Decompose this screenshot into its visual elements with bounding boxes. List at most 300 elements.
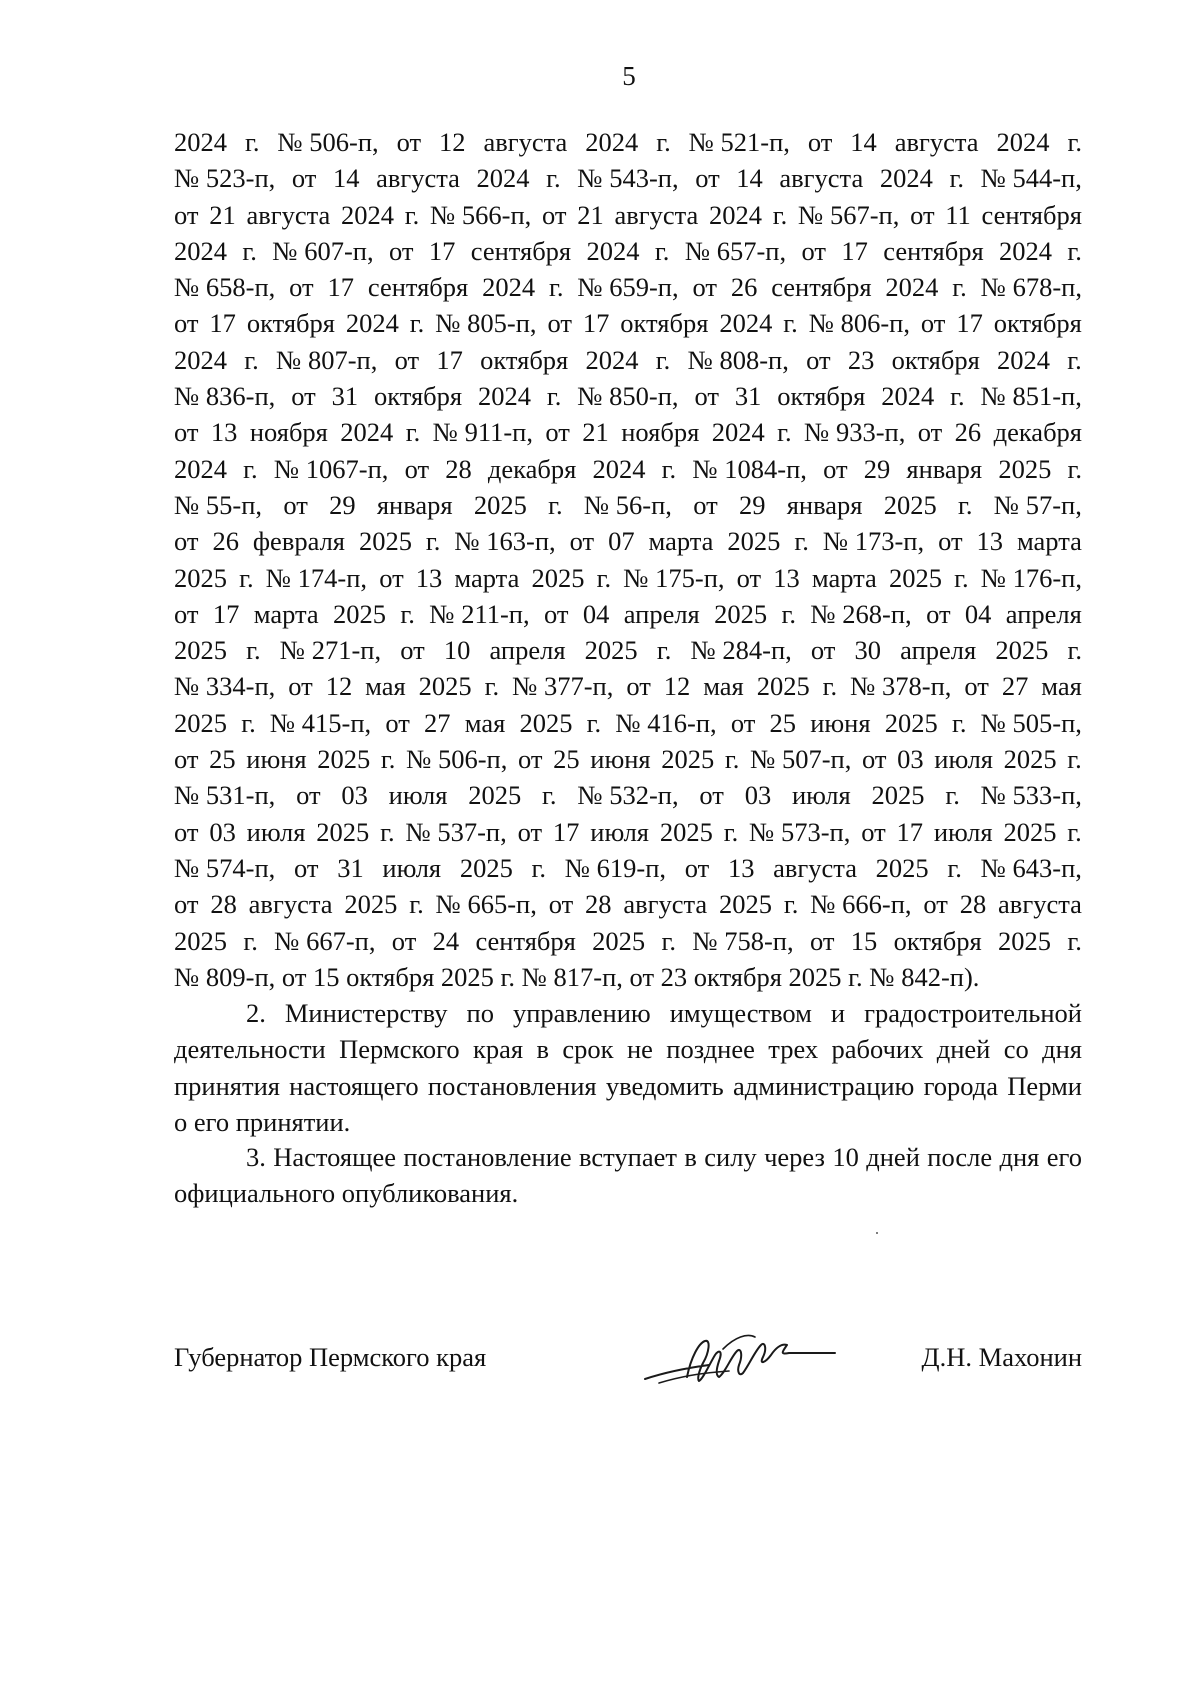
- word: 2025: [333, 598, 387, 629]
- word: г.: [1067, 453, 1082, 484]
- word: от: [938, 526, 963, 557]
- word: г.: [783, 308, 798, 339]
- word: 28: [445, 453, 472, 484]
- word: от: [684, 852, 710, 883]
- dot-mark: [876, 1232, 878, 1234]
- word: г.: [484, 671, 500, 702]
- text-line: [174, 378, 1082, 414]
- word: 17: [209, 308, 236, 339]
- word: 12: [439, 127, 466, 157]
- word: 13: [727, 852, 755, 883]
- word: г.: [777, 417, 792, 448]
- word: марта: [454, 562, 520, 593]
- word: № 506-п,: [406, 744, 508, 775]
- word: 2025: [756, 671, 810, 702]
- word: г.: [950, 381, 965, 412]
- word: № 659-п,: [577, 272, 679, 303]
- word: № 521-п,: [688, 127, 790, 157]
- word: г.: [822, 671, 838, 702]
- word: г.: [783, 889, 799, 920]
- word: марта: [648, 526, 714, 557]
- word: 26: [730, 272, 758, 303]
- word: г.: [661, 453, 677, 484]
- word: № 619-п,: [564, 852, 667, 883]
- word: августа: [246, 199, 331, 230]
- word: от: [920, 308, 946, 339]
- word: апреля: [900, 635, 977, 666]
- word: 17: [956, 308, 983, 339]
- word: 17: [212, 598, 240, 629]
- paragraph-2: 2. Министерству по управлению имуществом и градостроительной деятельности Пермского края в срок не позднее трех рабочих дней со дня принятия настоящего постановления уведомить администрацию города Перми о его принятии.: [174, 998, 1082, 1137]
- text-line: [174, 741, 1082, 777]
- word: 2024: [709, 199, 763, 230]
- word: № 643-п,: [980, 852, 1082, 883]
- word: 2025: [883, 489, 937, 520]
- word: 2024: [719, 308, 773, 339]
- word: августа: [779, 163, 864, 194]
- word: 03: [209, 816, 236, 847]
- word: 12: [663, 671, 691, 702]
- text-line: [174, 305, 1082, 341]
- word: № 533-п,: [980, 780, 1082, 811]
- word: № 808-п,: [687, 344, 789, 375]
- word: от: [296, 780, 321, 811]
- word: июня: [810, 707, 871, 738]
- text-line: [174, 560, 1082, 596]
- word: 17: [327, 272, 354, 303]
- word: № 505-п,: [980, 707, 1082, 738]
- word: 2025: [998, 453, 1052, 484]
- word: августа: [376, 163, 460, 194]
- word: от: [283, 489, 308, 520]
- word: от: [174, 889, 199, 920]
- word: от: [543, 598, 569, 629]
- signature-row: [174, 1335, 1082, 1395]
- word: г.: [586, 707, 602, 738]
- word: от: [518, 744, 543, 775]
- word: 2025: [584, 635, 638, 666]
- word: 29: [329, 489, 356, 520]
- word: от: [862, 744, 887, 775]
- text-line: [174, 959, 1082, 995]
- word: 27: [424, 707, 451, 738]
- word: 2025: [659, 816, 713, 847]
- word: г.: [723, 816, 739, 847]
- word: мая: [703, 671, 744, 702]
- word: октября: [480, 344, 569, 375]
- word: г.: [1067, 816, 1082, 847]
- word: 21: [582, 417, 609, 448]
- word: 30: [854, 635, 882, 666]
- text-line: [174, 923, 1082, 959]
- word: 2025: [174, 562, 227, 593]
- word: 2024: [879, 163, 933, 194]
- word: октября: [246, 308, 335, 339]
- word: от: [801, 235, 826, 266]
- word: № 415-п,: [269, 707, 372, 738]
- word: 10: [443, 635, 471, 666]
- text-line: [174, 197, 1082, 233]
- word: 2025: [174, 707, 227, 738]
- word: г.: [244, 344, 259, 375]
- word: г.: [241, 707, 256, 738]
- word: 17: [552, 816, 580, 847]
- word: от: [385, 707, 410, 738]
- word: октября: [777, 381, 866, 412]
- word: от: [692, 272, 717, 303]
- word: г.: [661, 925, 676, 956]
- word: г.: [952, 272, 967, 303]
- word: августа: [894, 127, 979, 157]
- word: 2025: [884, 707, 938, 738]
- word: № 531-п,: [174, 780, 276, 811]
- word: 2025: [418, 671, 472, 702]
- word: г.: [409, 308, 425, 339]
- word: 13: [210, 417, 238, 448]
- word: 2025: [714, 598, 768, 629]
- word: № 850-п,: [577, 381, 679, 412]
- word: г.: [246, 635, 261, 666]
- word: № 523-п,: [174, 163, 276, 194]
- word: октября: [891, 344, 980, 375]
- text-line: [174, 487, 1082, 523]
- word: ноября: [249, 417, 328, 448]
- word: от: [174, 598, 199, 629]
- word: от: [545, 417, 570, 448]
- word: г.: [1067, 744, 1082, 775]
- word: мая: [1041, 671, 1082, 702]
- word: марта: [811, 562, 877, 593]
- word: № 567-п,: [798, 199, 900, 230]
- word: 17: [436, 344, 463, 375]
- word: г.: [1067, 635, 1082, 666]
- word: № 933-п,: [804, 417, 906, 448]
- word: г.: [656, 635, 672, 666]
- word: 03: [744, 780, 772, 811]
- word: 14: [333, 163, 360, 194]
- text-line: [174, 160, 1082, 196]
- word: № 666-п,: [810, 889, 912, 920]
- word: 27: [1001, 671, 1029, 702]
- text-line: [174, 886, 1082, 922]
- text-line: [174, 342, 1082, 378]
- word: 17: [841, 235, 868, 266]
- word: от: [394, 344, 420, 375]
- word: 2024: [476, 163, 530, 194]
- word: 03: [897, 744, 924, 775]
- word: № 507-п,: [750, 744, 852, 775]
- page-number: 5: [622, 61, 636, 91]
- word: 2025: [459, 852, 513, 883]
- word: от: [289, 272, 314, 303]
- text-line: [174, 414, 1082, 450]
- word: 25: [209, 744, 236, 775]
- word: 17: [582, 308, 610, 339]
- word: № 566-п,: [430, 199, 532, 230]
- word: г.: [958, 489, 973, 520]
- word: 21: [577, 199, 604, 230]
- word: октября: [993, 308, 1082, 339]
- word: г.: [1067, 127, 1082, 157]
- word: января: [376, 489, 453, 520]
- word: от: [964, 671, 989, 702]
- word: от: [861, 816, 886, 847]
- word: от: [699, 780, 724, 811]
- word: от: [379, 562, 404, 593]
- word: № 57-п,: [993, 489, 1082, 520]
- word: г.: [724, 744, 740, 775]
- word: июня: [246, 744, 307, 775]
- word: от: [807, 127, 833, 157]
- word: 25: [769, 707, 797, 738]
- word: г.: [548, 489, 563, 520]
- word: г.: [1067, 925, 1082, 956]
- word: от: [542, 199, 567, 230]
- word: от: [391, 925, 417, 956]
- word: № 665-п,: [435, 889, 537, 920]
- amendments-list: [174, 124, 1082, 995]
- word: 2024: [586, 235, 640, 266]
- word: апреля: [1005, 598, 1082, 629]
- word: № 532-п,: [577, 780, 679, 811]
- word: г.: [655, 344, 671, 375]
- word: № 416-п,: [615, 707, 717, 738]
- word: от: [174, 816, 199, 847]
- word: мая: [365, 671, 406, 702]
- word: марта: [1016, 526, 1082, 557]
- word: г.: [949, 163, 964, 194]
- word: 13: [976, 526, 1003, 557]
- word: 29: [738, 489, 766, 520]
- word: от: [404, 453, 430, 484]
- word: от: [388, 235, 414, 266]
- word: от: [926, 598, 951, 629]
- word: 2025: [875, 852, 929, 883]
- word: 31: [331, 381, 359, 412]
- word: г.: [243, 925, 258, 956]
- word: № 537-п,: [405, 816, 507, 847]
- text-line: [174, 777, 1082, 813]
- word: № 607-п,: [272, 235, 374, 266]
- word: от: [923, 889, 948, 920]
- word: № 574-п,: [174, 852, 276, 883]
- word: г.: [404, 199, 420, 230]
- signer-title: Губернатор Пермского края: [174, 1342, 487, 1372]
- word: № 175-п,: [623, 562, 725, 593]
- word: № 211-п,: [429, 598, 530, 629]
- word: № 268-п,: [810, 598, 912, 629]
- text-line: [174, 596, 1082, 632]
- word: г.: [380, 744, 396, 775]
- word: от: [291, 163, 317, 194]
- word: от: [294, 852, 319, 883]
- word: от: [548, 889, 574, 920]
- word: 2024: [174, 127, 227, 157]
- word: 2025: [344, 889, 398, 920]
- word: г.: [951, 707, 967, 738]
- text-line: [174, 523, 1082, 559]
- word: № 1084-п,: [692, 453, 807, 484]
- word: 2024: [585, 127, 639, 157]
- word: августа: [773, 852, 857, 883]
- word: 2025: [592, 925, 646, 956]
- word: от: [695, 163, 720, 194]
- word: 2025: [174, 635, 227, 666]
- word: г.: [542, 780, 557, 811]
- word: 17: [428, 235, 456, 266]
- word: октября: [893, 925, 982, 956]
- word: № 378-п,: [850, 671, 952, 702]
- word: от: [806, 344, 831, 375]
- word: февраля: [252, 526, 345, 557]
- word: июля: [590, 816, 649, 847]
- word: г.: [380, 816, 395, 847]
- word: 2024: [174, 344, 227, 375]
- word: августа: [483, 127, 568, 157]
- word: апреля: [623, 598, 700, 629]
- text-line: [174, 451, 1082, 487]
- word: июля: [388, 780, 448, 811]
- word: марта: [253, 598, 319, 629]
- word: от: [736, 562, 762, 593]
- word: 26: [212, 526, 239, 557]
- word: № 544-п,: [980, 163, 1082, 194]
- word: № 506-п,: [277, 127, 379, 157]
- word: № 1067-п,: [273, 453, 389, 484]
- word: 2025: [719, 889, 773, 920]
- word: г.: [400, 598, 415, 629]
- word: 17: [896, 816, 924, 847]
- word: 2025: [358, 526, 412, 557]
- word: от: [569, 526, 595, 557]
- word: 31: [337, 852, 364, 883]
- word: от: [910, 199, 935, 230]
- word: 2024: [345, 308, 399, 339]
- word: от: [174, 308, 199, 339]
- word: № 657-п,: [684, 235, 787, 266]
- word: 2025: [1003, 816, 1057, 847]
- word: 04: [964, 598, 992, 629]
- word: г.: [244, 127, 260, 157]
- word: 2024: [482, 272, 536, 303]
- word: 2025: [317, 744, 371, 775]
- text-line: [174, 814, 1082, 850]
- word: сентября: [475, 925, 576, 956]
- word: 12: [325, 671, 353, 702]
- word: 31: [734, 381, 762, 412]
- word: 2024: [341, 199, 395, 230]
- word: от: [174, 526, 199, 557]
- word: от: [396, 127, 422, 157]
- word: 2024: [999, 235, 1053, 266]
- word: № 543-п,: [577, 163, 679, 194]
- word: № 377-п,: [512, 671, 614, 702]
- word: № 806-п,: [808, 308, 910, 339]
- paragraph-3: 3. Настоящее постановление вступает в силу через 10 дней после дня его официального опубликования.: [174, 1142, 1082, 1209]
- word: 11: [945, 199, 971, 230]
- word: № 56-п,: [583, 489, 672, 520]
- word: 21: [209, 199, 236, 230]
- word: от: [626, 671, 651, 702]
- word: № 805-п,: [435, 308, 537, 339]
- word: января: [786, 489, 863, 520]
- word: от: [917, 417, 943, 448]
- word: июля: [246, 816, 306, 847]
- text-line: [174, 233, 1082, 269]
- word: № 658-п,: [174, 272, 276, 303]
- word: № 809-п, от 15 октября 2025 г. № 817-п, от 23 октября 2025 г. № 842-п).: [174, 961, 980, 992]
- word: г.: [596, 562, 612, 593]
- word: № 667-п,: [274, 925, 376, 956]
- word: сентября: [367, 272, 469, 303]
- text-line: [174, 668, 1082, 704]
- word: г.: [531, 852, 547, 883]
- word: г.: [794, 526, 809, 557]
- word: № 176-п,: [980, 562, 1082, 593]
- word: 2025: [1003, 744, 1057, 775]
- word: от: [174, 417, 199, 448]
- word: № 173-п,: [822, 526, 925, 557]
- word: 07: [608, 526, 635, 557]
- word: декабря: [993, 417, 1082, 448]
- word: г.: [425, 526, 441, 557]
- word: от: [809, 925, 835, 956]
- word: 23: [847, 344, 875, 375]
- word: 03: [341, 780, 368, 811]
- word: г.: [548, 272, 564, 303]
- word: г.: [772, 199, 788, 230]
- word: г.: [546, 163, 561, 194]
- word: сентября: [883, 235, 984, 266]
- word: 14: [736, 163, 763, 194]
- word: 13: [415, 562, 443, 593]
- word: 26: [954, 417, 982, 448]
- word: 28: [210, 889, 237, 920]
- word: от: [288, 671, 313, 702]
- word: г.: [656, 127, 671, 157]
- word: № 851-п,: [980, 381, 1082, 412]
- word: сентября: [981, 199, 1082, 230]
- word: № 678-п,: [980, 272, 1082, 303]
- word: 2024: [585, 344, 639, 375]
- word: сентября: [771, 272, 872, 303]
- word: от: [694, 381, 719, 412]
- word: 2024: [174, 235, 227, 266]
- word: июля: [791, 780, 851, 811]
- word: июля: [382, 852, 442, 883]
- word: 2024: [592, 453, 646, 484]
- word: № 284-п,: [690, 635, 792, 666]
- word: 2025: [871, 780, 925, 811]
- word: декабря: [487, 453, 577, 484]
- word: 15: [850, 925, 878, 956]
- word: 2025: [174, 925, 227, 956]
- word: августа: [623, 889, 708, 920]
- word: 2025: [995, 635, 1049, 666]
- word: 24: [432, 925, 460, 956]
- word: № 836-п,: [174, 381, 276, 412]
- word: г.: [781, 598, 797, 629]
- word: мая: [464, 707, 506, 738]
- word: от: [174, 199, 199, 230]
- word: 2025: [316, 816, 370, 847]
- word: 2025: [727, 526, 781, 557]
- word: г.: [242, 235, 257, 266]
- word: 28: [585, 889, 612, 920]
- word: от: [823, 453, 848, 484]
- word: от: [291, 381, 316, 412]
- word: 2025: [661, 744, 715, 775]
